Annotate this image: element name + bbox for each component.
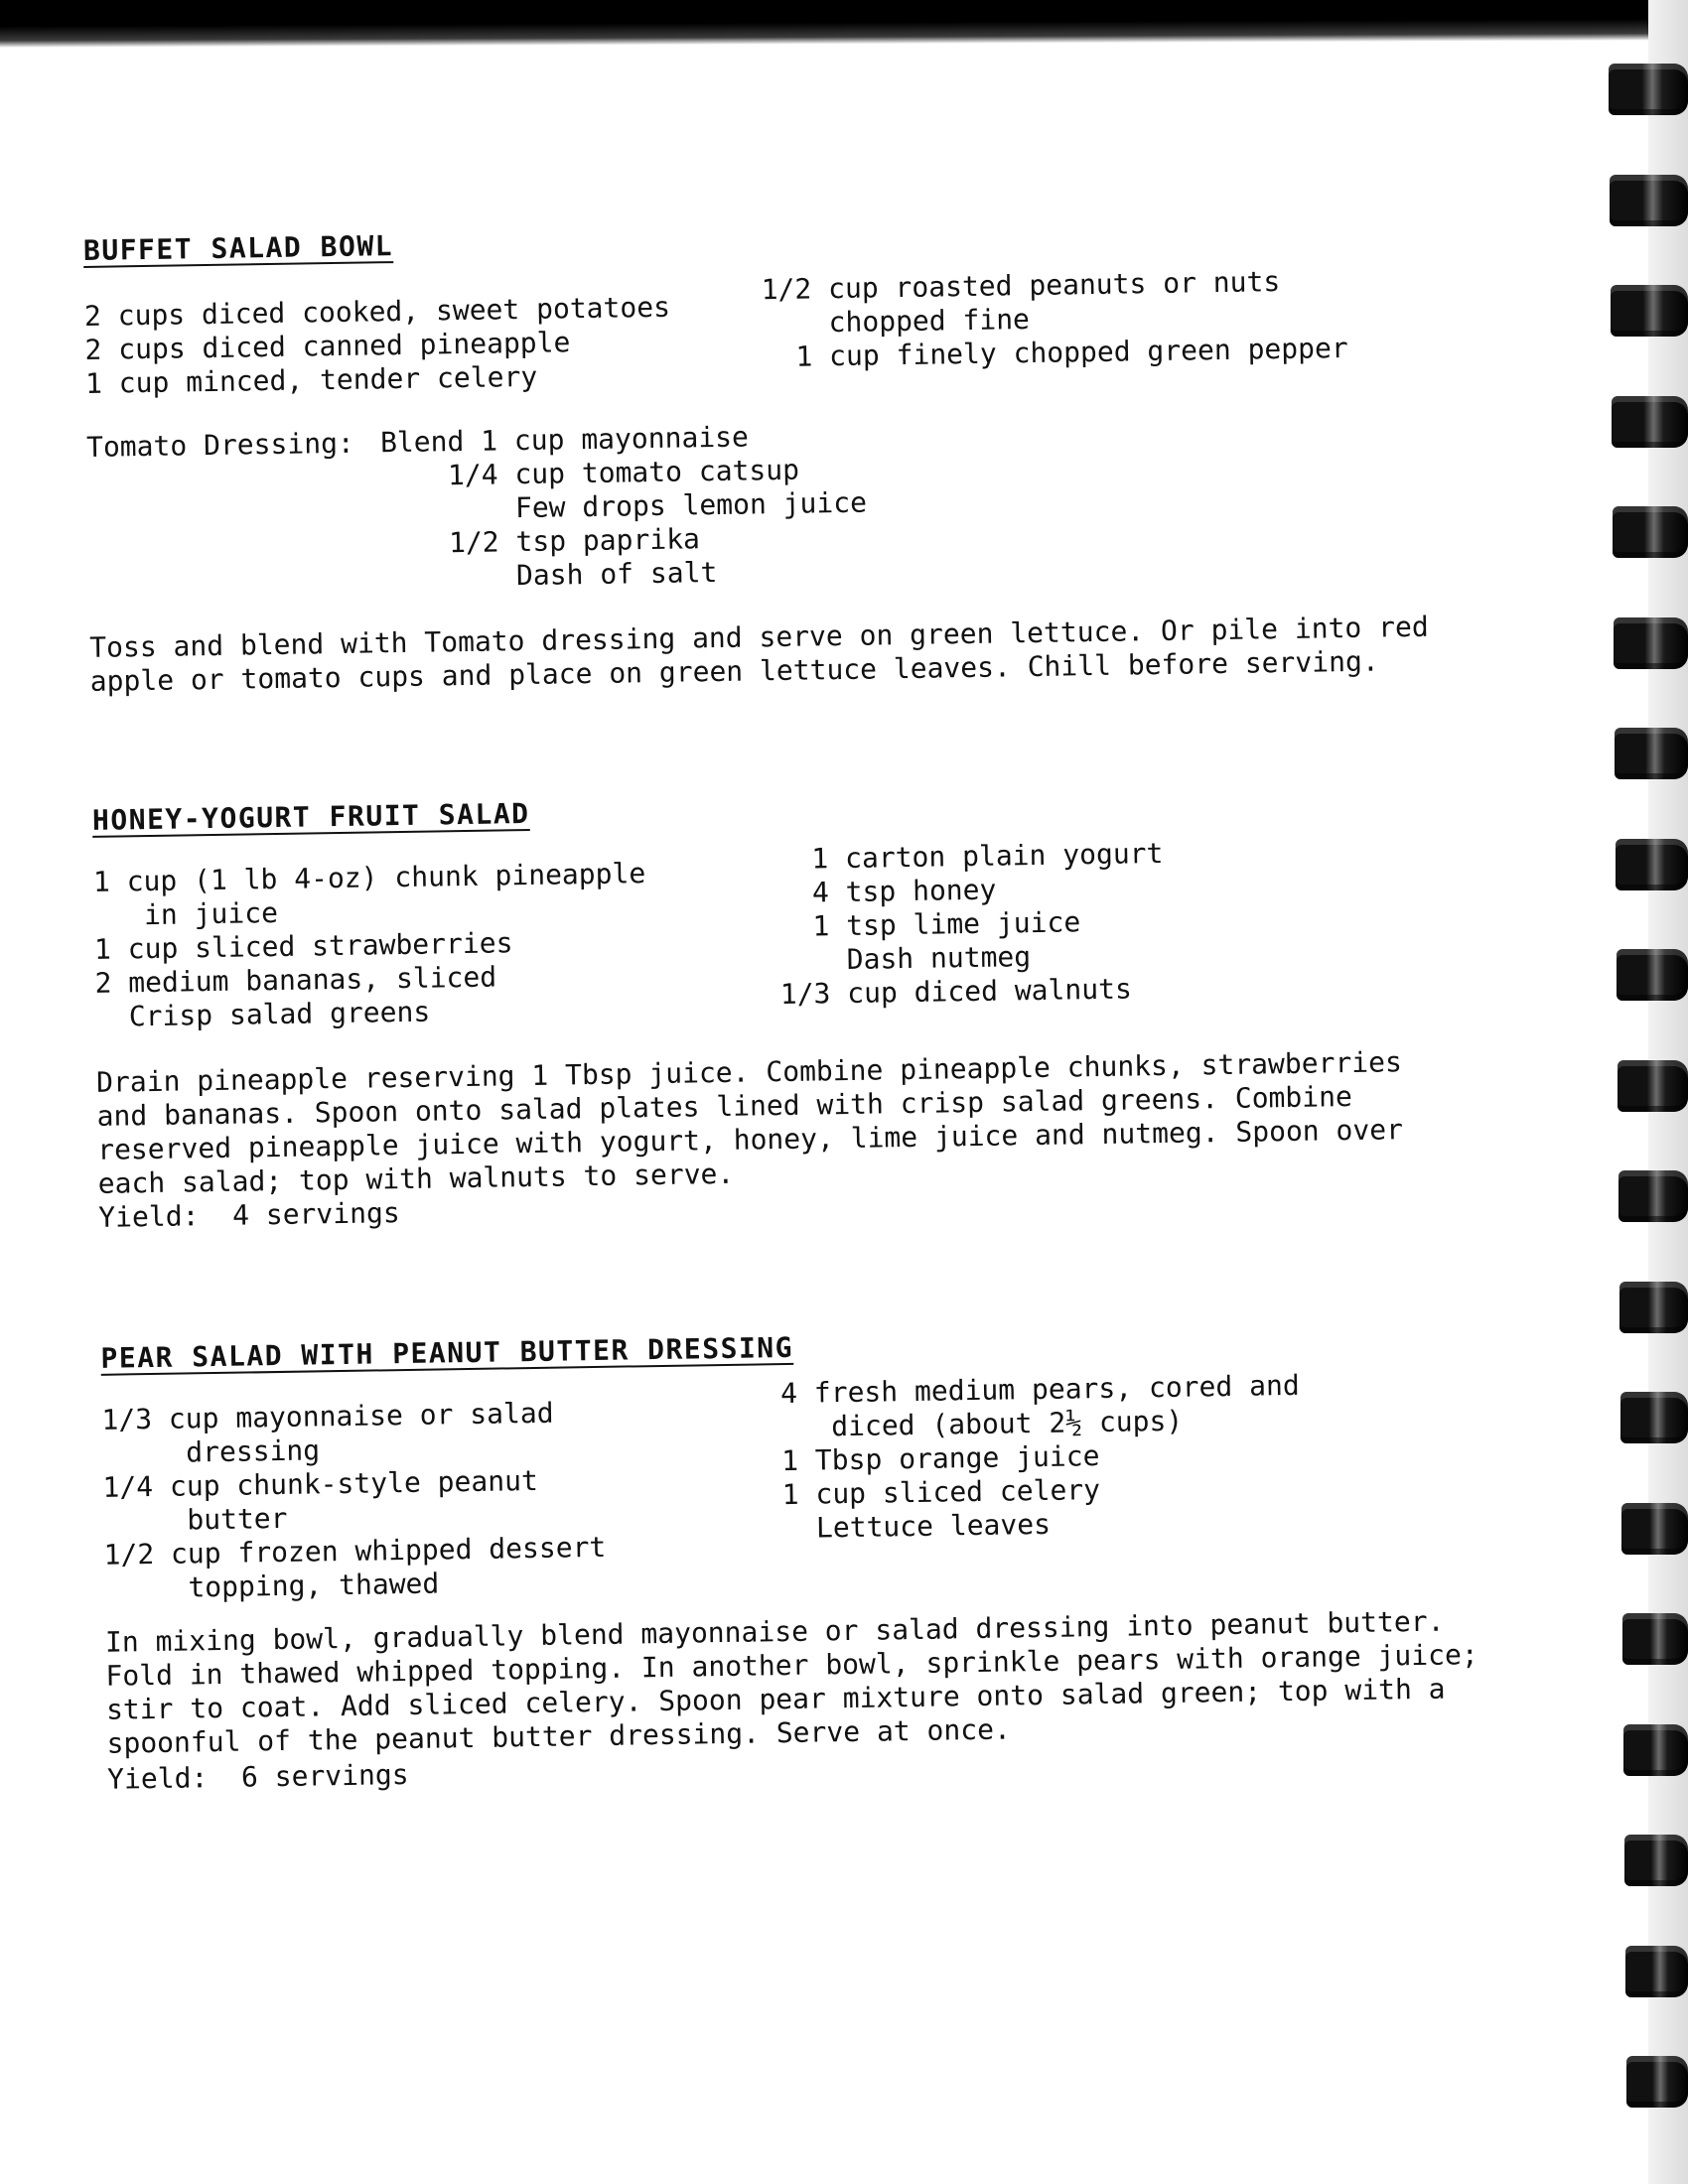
binding-coil (1618, 1170, 1688, 1222)
recipe-yield: Yield: 6 servings (106, 1758, 409, 1796)
binding-coil (1625, 1946, 1688, 1997)
ingredient-list-right (761, 264, 1348, 374)
spiral-binding (1569, 0, 1688, 2184)
binding-coil (1612, 396, 1688, 448)
binding-coil (1621, 1503, 1688, 1555)
dressing-line: 1/2 tsp paprika (381, 522, 701, 561)
recipe-honey-yogurt-fruit-salad (91, 782, 1482, 1234)
ingredient: 1/2 cup frozen whipped dessert (103, 1530, 607, 1571)
ingredient-list-right (777, 837, 1165, 1012)
ingredient: 2 cups diced cooked, sweet potatoes (83, 290, 671, 333)
binding-coil (1611, 285, 1688, 337)
binding-coil (1620, 1392, 1688, 1443)
dressing-ingredients (380, 419, 868, 596)
ingredient: 1/3 cup diced walnuts (779, 972, 1133, 1012)
ingredient: 1 cup sliced celery (781, 1473, 1101, 1512)
binding-coil (1623, 1724, 1688, 1776)
ingredient: Dash nutmeg (779, 940, 1032, 978)
ingredient-list-left (93, 857, 648, 1034)
recipe-title: BUFFET SALAD BOWL (82, 229, 394, 267)
dressing-line: Blend 1 cup mayonnaise (379, 420, 750, 460)
binding-coil (1617, 949, 1688, 1001)
recipe-yield: Yield: 4 servings (98, 1196, 400, 1234)
ingredient: 2 cups diced canned pineapple (84, 326, 571, 366)
recipe-title: HONEY-YOGURT FRUIT SALAD (91, 796, 530, 837)
dressing-line: Few drops lemon juice (380, 485, 868, 527)
binding-coil (1622, 1613, 1688, 1665)
ingredient: 4 tsp honey (777, 873, 997, 910)
recipe-directions: Toss and blend with Tomato dressing and serve on green lettuce. Or pile into red apple or tomato cups and place on green lettuce leaves. Chill before serving. (88, 610, 1429, 698)
binding-coil (1619, 1282, 1688, 1333)
binding-coil (1624, 1835, 1688, 1886)
binding-coil (1614, 617, 1688, 669)
ingredient: butter (102, 1501, 288, 1538)
binding-coil (1609, 64, 1688, 115)
ingredient: topping, thawed (103, 1567, 440, 1605)
ingredient: 1/3 cup mayonnaise or salad (101, 1396, 554, 1436)
binding-coil (1613, 506, 1688, 558)
ingredient: chopped fine (761, 303, 1031, 341)
cookbook-page (79, 0, 1503, 2184)
binding-coil (1626, 2056, 1688, 2108)
dressing-line: Dash of salt (381, 555, 718, 595)
binding-coil (1615, 728, 1688, 779)
ingredient: 2 medium bananas, sliced (94, 960, 497, 1000)
ingredient: 1 cup minced, tender celery (84, 359, 538, 400)
ingredient: diced (about 2½ cups) (780, 1404, 1184, 1444)
ingredient: 1 tsp lime juice (778, 905, 1081, 944)
recipe-title: PEAR SALAD WITH PEANUT BUTTER DRESSING (100, 1330, 794, 1375)
ingredient: Lettuce leaves (782, 1507, 1052, 1546)
binding-coil (1618, 1060, 1688, 1112)
ingredient-list-right (780, 1369, 1302, 1546)
binding-coil (1616, 839, 1688, 890)
dressing-line: 1/4 cup tomato catsup (380, 453, 800, 493)
recipe-directions: In mixing bowl, gradually blend mayonnaise or salad dressing into peanut butter. Fold in thawed whipped topping. In another bowl, sprinkle pears with orange juice; stir to coat. Add sliced celery. Spoon pear mixture onto salad green; top with a spoonful of the peanut butter dressing. Serve at once. (104, 1604, 1478, 1760)
ingredient: dressing (101, 1433, 321, 1470)
ingredient: 4 fresh medium pears, cored and (779, 1368, 1300, 1411)
ingredient-list-left (101, 1396, 607, 1606)
recipe-pear-salad (100, 1320, 1490, 1796)
ingredient: 1 cup finely chopped green pepper (762, 331, 1348, 374)
ingredient: in juice (93, 895, 279, 932)
recipe-buffet-salad-bowl (82, 212, 1474, 698)
ingredient: Crisp salad greens (94, 995, 431, 1033)
ingredient: 1 Tbsp orange juice (780, 1439, 1100, 1478)
ingredient: 1/4 cup chunk-style peanut (102, 1463, 539, 1504)
ingredient: 1 cup sliced strawberries (93, 926, 513, 966)
ingredient: 1 cup (1 lb 4-oz) chunk pineapple (92, 857, 646, 898)
ingredient-list-left (84, 291, 672, 401)
binding-coil (1610, 175, 1688, 226)
dressing-label: Tomato Dressing: (85, 426, 355, 464)
ingredient: 1/2 cup roasted peanuts or nuts (761, 265, 1281, 307)
recipe-directions: Drain pineapple reserving 1 Tbsp juice. Combine pineapple chunks, strawberries and bananas. Spoon onto salad plates lined with crisp salad greens. Combine reserved pineapple juice with yogurt, honey, lime juice and nutmeg. Spoon over each salad; top with walnuts to serve. (95, 1045, 1404, 1200)
ingredient: 1 carton plain yogurt (777, 836, 1164, 877)
